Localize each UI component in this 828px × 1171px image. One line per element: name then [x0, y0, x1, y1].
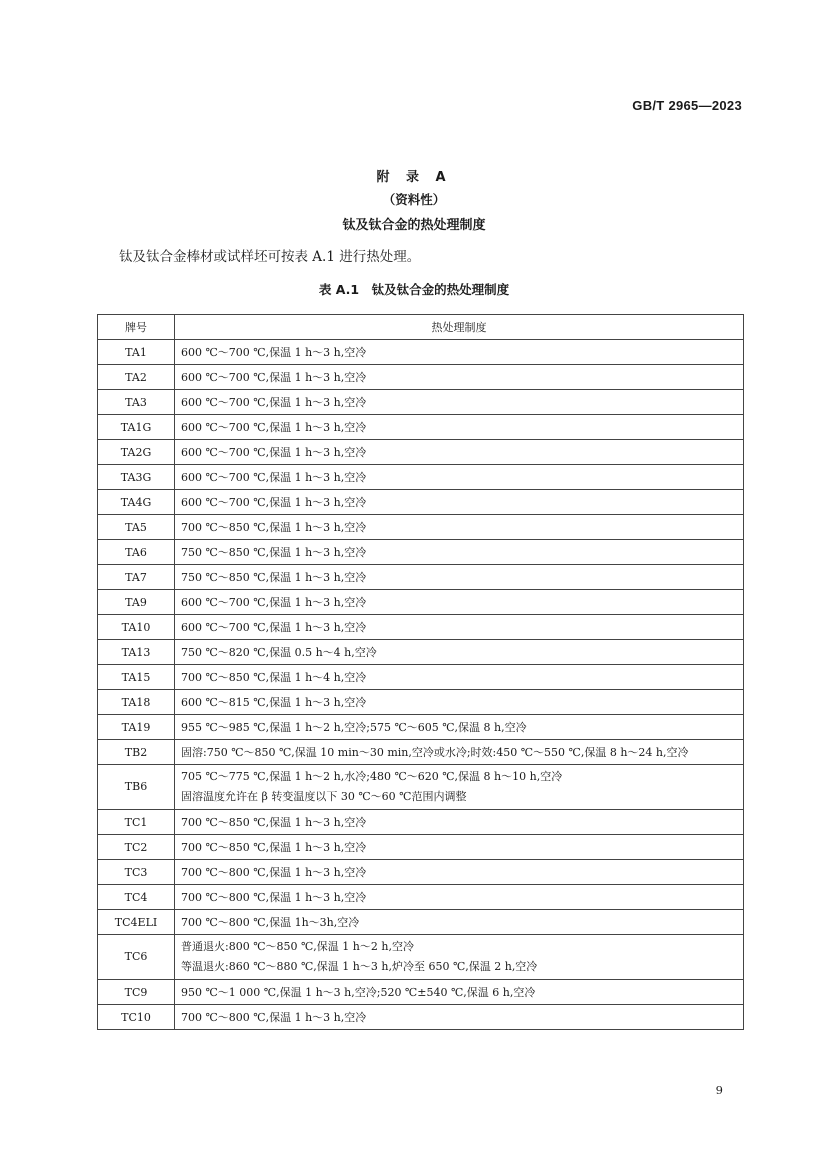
table-row	[98, 365, 744, 390]
grade-cell: TA3G	[98, 465, 175, 490]
treatment-line: 700 ℃～800 ℃,保温 1 h～3 h,空冷	[181, 866, 367, 879]
grade-cell: TA6	[98, 540, 175, 565]
treatment-cell	[175, 980, 744, 1005]
page-number: 9	[715, 1083, 723, 1097]
table-row	[98, 835, 744, 860]
table-row	[98, 390, 744, 415]
grade-cell: TC10	[98, 1005, 175, 1030]
annex-title: 钛及钛合金的热处理制度	[342, 218, 486, 233]
table-row	[98, 810, 744, 835]
treatment-cell	[175, 590, 744, 615]
treatment-line: 600 ℃～815 ℃,保温 1 h～3 h,空冷	[181, 696, 367, 709]
standard-code: GB/T 2965—2023	[632, 98, 742, 113]
grade-cell: TA4G	[98, 490, 175, 515]
treatment-line: 750 ℃～850 ℃,保温 1 h～3 h,空冷	[181, 546, 367, 559]
grade-cell: TA2G	[98, 440, 175, 465]
heat-treatment-table	[97, 314, 744, 1030]
treatment-cell	[175, 540, 744, 565]
treatment-cell	[175, 490, 744, 515]
table-row	[98, 515, 744, 540]
table-row	[98, 665, 744, 690]
treatment-cell	[175, 1005, 744, 1030]
treatment-line: 固溶:750 ℃～850 ℃,保温 10 min～30 min,空冷或水冷;时效:450 ℃～550 ℃,保温 8 h～24 h,空冷	[181, 746, 689, 759]
table-row	[98, 860, 744, 885]
treatment-line: 700 ℃～850 ℃,保温 1 h～3 h,空冷	[181, 521, 367, 534]
grade-cell: TA2	[98, 365, 175, 390]
treatment-line: 705 ℃～775 ℃,保温 1 h～2 h,水冷;480 ℃～620 ℃,保温 8 h～10 h,空冷	[181, 770, 563, 783]
table-row	[98, 885, 744, 910]
treatment-cell	[175, 715, 744, 740]
grade-cell: TA13	[98, 640, 175, 665]
grade-cell: TB2	[98, 740, 175, 765]
grade-cell: TC2	[98, 835, 175, 860]
table-row	[98, 615, 744, 640]
treatment-cell	[175, 615, 744, 640]
intro-paragraph: 钛及钛合金棒材或试样坯可按表 A.1 进行热处理。	[119, 249, 421, 265]
table-row	[98, 540, 744, 565]
treatment-cell	[175, 390, 744, 415]
treatment-cell	[175, 835, 744, 860]
column-header-treatment: 热处理制度	[175, 315, 744, 340]
grade-cell: TB6	[98, 765, 175, 810]
grade-cell: TC1	[98, 810, 175, 835]
treatment-line: 600 ℃～700 ℃,保温 1 h～3 h,空冷	[181, 496, 367, 509]
treatment-cell	[175, 910, 744, 935]
treatment-cell	[175, 365, 744, 390]
grade-cell: TA7	[98, 565, 175, 590]
grade-cell: TC4ELI	[98, 910, 175, 935]
table-row	[98, 715, 744, 740]
treatment-cell	[175, 340, 744, 365]
table-row	[98, 910, 744, 935]
grade-cell: TA18	[98, 690, 175, 715]
grade-cell: TC3	[98, 860, 175, 885]
grade-cell: TA15	[98, 665, 175, 690]
treatment-line: 600 ℃～700 ℃,保温 1 h～3 h,空冷	[181, 471, 367, 484]
grade-cell: TA1G	[98, 415, 175, 440]
treatment-line: 600 ℃～700 ℃,保温 1 h～3 h,空冷	[181, 371, 367, 384]
treatment-cell	[175, 885, 744, 910]
treatment-cell	[175, 935, 744, 980]
treatment-line: 700 ℃～850 ℃,保温 1 h～3 h,空冷	[181, 816, 367, 829]
treatment-cell	[175, 765, 744, 810]
table-row	[98, 1005, 744, 1030]
treatment-cell	[175, 740, 744, 765]
treatment-cell	[175, 640, 744, 665]
treatment-line: 750 ℃～850 ℃,保温 1 h～3 h,空冷	[181, 571, 367, 584]
treatment-line: 600 ℃～700 ℃,保温 1 h～3 h,空冷	[181, 346, 367, 359]
treatment-line: 700 ℃～850 ℃,保温 1 h～3 h,空冷	[181, 841, 367, 854]
treatment-cell	[175, 465, 744, 490]
grade-cell: TC6	[98, 935, 175, 980]
treatment-cell	[175, 565, 744, 590]
treatment-line: 955 ℃～985 ℃,保温 1 h～2 h,空冷;575 ℃～605 ℃,保温 8 h,空冷	[181, 721, 527, 734]
treatment-cell	[175, 440, 744, 465]
treatment-line: 700 ℃～800 ℃,保温 1h～3h,空冷	[181, 916, 360, 929]
treatment-line: 600 ℃～700 ℃,保温 1 h～3 h,空冷	[181, 621, 367, 634]
grade-cell: TA5	[98, 515, 175, 540]
table-header-row	[98, 315, 744, 340]
table-body	[98, 340, 744, 1030]
treatment-cell	[175, 690, 744, 715]
treatment-line: 固溶温度允许在 β 转变温度以下 30 ℃～60 ℃范围内调整	[181, 790, 467, 803]
treatment-line: 950 ℃～1 000 ℃,保温 1 h～3 h,空冷;520 ℃±540 ℃,保温 6 h,空冷	[181, 986, 536, 999]
treatment-cell	[175, 515, 744, 540]
treatment-line: 600 ℃～700 ℃,保温 1 h～3 h,空冷	[181, 396, 367, 409]
treatment-line: 600 ℃～700 ℃,保温 1 h～3 h,空冷	[181, 421, 367, 434]
table-row	[98, 690, 744, 715]
grade-cell: TA19	[98, 715, 175, 740]
table-row	[98, 640, 744, 665]
table-row	[98, 340, 744, 365]
treatment-line: 600 ℃～700 ℃,保温 1 h～3 h,空冷	[181, 596, 367, 609]
table-row	[98, 935, 744, 980]
treatment-line: 700 ℃～850 ℃,保温 1 h～4 h,空冷	[181, 671, 367, 684]
treatment-line: 等温退火:860 ℃～880 ℃,保温 1 h～3 h,炉冷至 650 ℃,保温 2 h,空冷	[181, 960, 538, 973]
table-row	[98, 490, 744, 515]
grade-cell: TA3	[98, 390, 175, 415]
table-row	[98, 980, 744, 1005]
table-row	[98, 765, 744, 810]
grade-cell: TC4	[98, 885, 175, 910]
treatment-cell	[175, 415, 744, 440]
grade-cell: TA10	[98, 615, 175, 640]
table-row	[98, 590, 744, 615]
treatment-cell	[175, 665, 744, 690]
annex-label: 附 录 A	[376, 170, 452, 185]
grade-cell: TC9	[98, 980, 175, 1005]
treatment-cell	[175, 860, 744, 885]
table-row	[98, 740, 744, 765]
treatment-line: 700 ℃～800 ℃,保温 1 h～3 h,空冷	[181, 891, 367, 904]
treatment-line: 700 ℃～800 ℃,保温 1 h～3 h,空冷	[181, 1011, 367, 1024]
treatment-line: 普通退火:800 ℃～850 ℃,保温 1 h～2 h,空冷	[181, 940, 414, 953]
treatment-line: 750 ℃～820 ℃,保温 0.5 h～4 h,空冷	[181, 646, 377, 659]
table-row	[98, 565, 744, 590]
grade-cell: TA9	[98, 590, 175, 615]
table-row	[98, 440, 744, 465]
treatment-cell	[175, 810, 744, 835]
column-header-grade: 牌号	[98, 315, 175, 340]
annex-type: （资料性）	[382, 192, 446, 207]
table-caption: 表 A.1 钛及钛合金的热处理制度	[318, 282, 510, 297]
treatment-line: 600 ℃～700 ℃,保温 1 h～3 h,空冷	[181, 446, 367, 459]
grade-cell: TA1	[98, 340, 175, 365]
table-row	[98, 465, 744, 490]
table-row	[98, 415, 744, 440]
